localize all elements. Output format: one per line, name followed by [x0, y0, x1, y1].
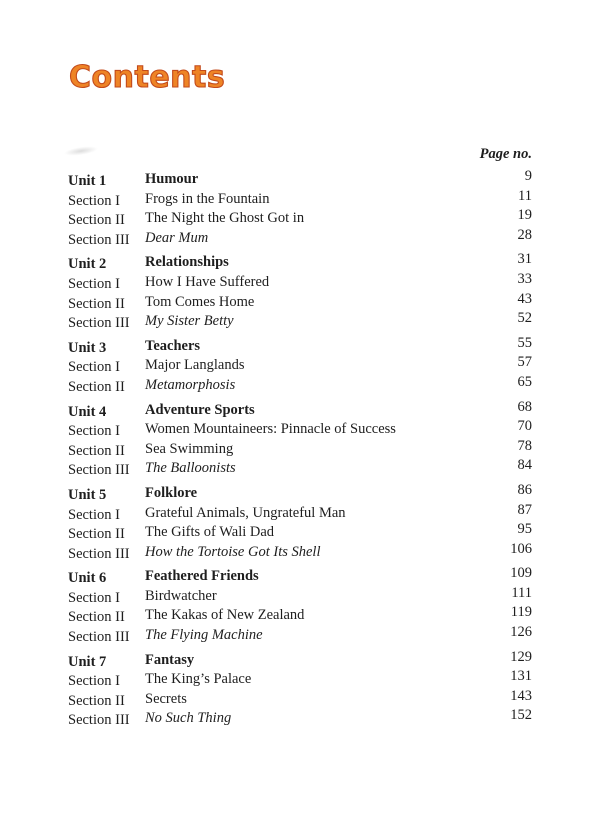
unit-page: 129: [510, 648, 532, 665]
unit-title: Fantasy: [145, 651, 195, 668]
unit-block: [68, 481, 532, 564]
section-page: 78: [517, 437, 532, 454]
section-row: [68, 310, 532, 334]
section-title: Dear Mum: [145, 229, 209, 246]
section-label: Section II: [68, 378, 125, 395]
unit-block: [68, 648, 532, 731]
section-page: 33: [517, 270, 532, 287]
section-title: Grateful Animals, Ungrateful Man: [145, 504, 346, 521]
section-label: Section I: [68, 275, 120, 292]
unit-label: Unit 2: [68, 256, 107, 273]
unit-page: 68: [517, 398, 532, 415]
unit-title: Teachers: [145, 337, 201, 354]
section-label: Section III: [68, 545, 130, 562]
unit-block: [68, 565, 532, 647]
section-title: Sea Swimming: [145, 440, 234, 457]
unit-block: [68, 334, 532, 398]
toc-list: [68, 168, 532, 731]
section-page: 95: [517, 521, 532, 538]
section-label: Section I: [68, 359, 120, 376]
unit-page: 55: [517, 334, 532, 351]
section-title: How I Have Suffered: [145, 273, 270, 290]
section-page: 52: [517, 310, 532, 327]
section-label: Section II: [68, 212, 125, 229]
section-label: Section III: [68, 712, 130, 729]
section-label: Section III: [68, 315, 130, 332]
unit-label: Unit 1: [68, 173, 107, 189]
unit-label: Unit 7: [68, 653, 107, 670]
section-row: [68, 540, 532, 565]
unit-title: Folklore: [145, 484, 198, 501]
section-label: Section II: [68, 609, 125, 626]
section-page: 19: [517, 207, 532, 224]
section-title: The Gifts of Wali Dad: [145, 524, 275, 541]
section-row: [68, 373, 532, 398]
section-page: 152: [510, 707, 532, 724]
section-label: Section III: [68, 462, 130, 479]
unit-title: Humour: [145, 171, 199, 187]
section-title: The Flying Machine: [145, 627, 263, 644]
section-title: Birdwatcher: [145, 587, 217, 604]
unit-page: 31: [517, 251, 532, 268]
section-title: The Night the Ghost Got in: [145, 210, 305, 227]
unit-label: Unit 6: [68, 570, 107, 587]
section-title: Tom Comes Home: [145, 293, 255, 310]
section-label: Section I: [68, 192, 120, 209]
section-row: [68, 457, 532, 481]
section-page: 70: [517, 418, 532, 435]
section-page: 28: [517, 226, 532, 243]
page-title: Contents: [69, 60, 226, 95]
section-label: Section II: [68, 295, 125, 312]
unit-title: Relationships: [145, 254, 229, 271]
section-page: 143: [510, 687, 532, 704]
section-label: Section I: [68, 589, 120, 606]
unit-page: 109: [510, 565, 532, 582]
section-page: 126: [510, 624, 532, 641]
section-title: My Sister Betty: [145, 313, 234, 330]
section-page: 84: [517, 457, 532, 474]
section-title: Secrets: [145, 690, 187, 707]
section-title: The Kakas of New Zealand: [145, 607, 305, 624]
section-label: Section I: [68, 506, 120, 523]
section-page: 65: [517, 373, 532, 390]
unit-block: [68, 398, 532, 481]
section-row: [68, 226, 532, 251]
unit-block: [68, 251, 532, 333]
page-no-header: Page no.: [479, 146, 532, 162]
section-label: Section II: [68, 442, 125, 459]
unit-page: 9: [524, 168, 532, 184]
section-page: 43: [517, 290, 532, 307]
section-label: Section II: [68, 692, 125, 709]
section-page: 87: [517, 501, 532, 518]
section-label: Section II: [68, 526, 125, 543]
section-label: Section III: [68, 231, 130, 248]
section-page: 106: [510, 540, 532, 557]
section-title: The Balloonists: [145, 460, 236, 477]
section-title: Major Langlands: [145, 357, 245, 374]
unit-title: Adventure Sports: [145, 401, 255, 418]
section-label: Section I: [68, 423, 120, 440]
unit-label: Unit 4: [68, 403, 107, 420]
section-page: 11: [518, 187, 532, 204]
section-title: Women Mountaineers: Pinnacle of Success: [145, 421, 396, 438]
section-title: Frogs in the Fountain: [145, 190, 270, 207]
section-label: Section III: [68, 629, 130, 646]
section-title: No Such Thing: [145, 710, 232, 727]
unit-label: Unit 3: [68, 339, 107, 356]
section-title: Metamorphosis: [145, 376, 236, 393]
section-page: 111: [511, 584, 532, 601]
unit-label: Unit 5: [68, 486, 107, 503]
section-title: How the Tortoise Got Its Shell: [145, 543, 321, 560]
unit-block: [68, 168, 532, 250]
unit-title: Feathered Friends: [145, 568, 259, 585]
scan-smudge: [64, 145, 99, 158]
section-title: The King’s Palace: [145, 671, 252, 688]
section-row: [68, 707, 532, 731]
section-row: [68, 624, 532, 648]
section-page: 131: [510, 668, 532, 685]
section-label: Section I: [68, 673, 120, 690]
section-page: 119: [510, 604, 532, 621]
section-page: 57: [517, 354, 532, 371]
unit-page: 86: [517, 481, 532, 498]
